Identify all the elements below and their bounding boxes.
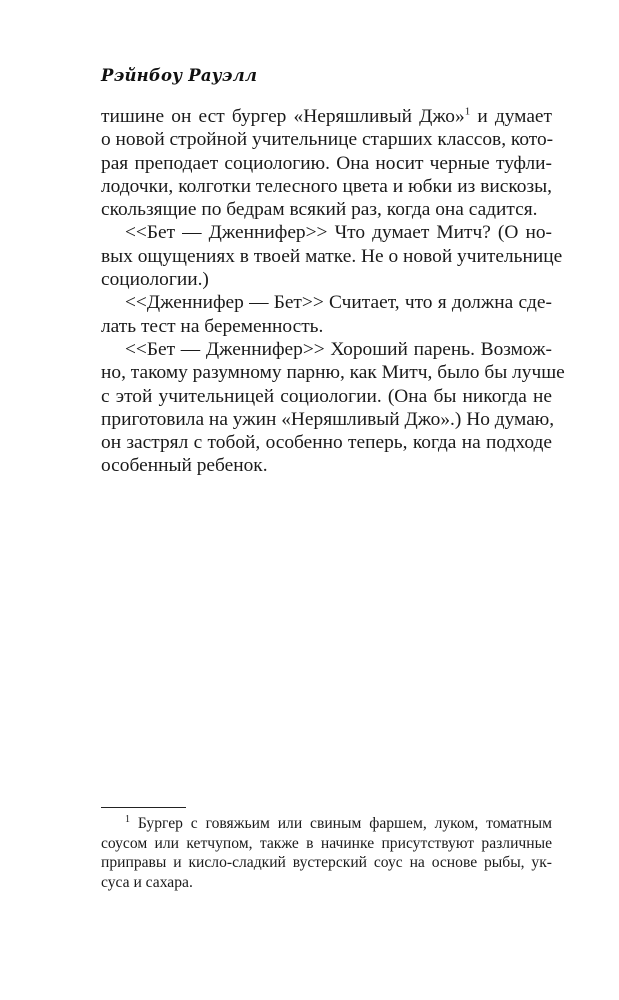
body-line [101,291,552,314]
body-line-text: о новой стройной учительнице старших классов, кото- [101,129,554,151]
body-line-tail: и думает [470,106,553,127]
body-line-text: лодочки, колготки телесного цвета и юбки из вискозы, [101,175,552,197]
body-line [101,175,552,198]
footnote-line [101,834,552,854]
body-line [101,361,565,384]
body-line [101,338,552,361]
body-line-text: рая преподает социологию. Она носит черные туфли- [101,152,552,174]
footnote-line-text: суса и сахара. [101,873,193,891]
footnote-reference[interactable]: 1 [464,105,471,118]
body-line-text: он застрял с тобой, особенно теперь, когда на подходе [101,432,552,454]
body-line-text: <<Бет — Дженнифер>> Хороший парень. Возмож- [125,338,552,360]
footnote-line [101,814,552,834]
body-line [101,454,552,477]
footnote-line-text: соусом или кетчупом, также в начинке присутствуют различные [101,834,552,852]
footnote-line-text: Бургер с говяжьим или свиным фаршем, луком, томатным [130,815,552,832]
body-line [101,152,552,175]
body-line-text: лать тест на беременность. [101,315,324,337]
body-line [101,315,552,338]
footnote-marker: 1 [125,813,130,825]
body-text [101,105,565,478]
footnote-separator [101,807,186,808]
footnote [101,814,552,892]
book-page [101,0,565,1000]
footnote-line [101,853,552,873]
body-line [101,245,563,268]
body-line-text: приготовила на ужин «Неряшливый Джо».) Но думаю, [101,408,555,430]
footnote-line [101,873,552,893]
body-line [101,408,555,431]
body-line [101,128,552,151]
body-line-text: но, такому разумному парню, как Митч, было бы лучше [101,362,565,384]
body-line-text: <<Бет — Дженнифер>> Что думает Митч? (О но- [125,222,552,244]
body-line-text: особенный ребенок. [101,455,268,477]
body-line-text: тишине он ест бургер «Неряшливый Джо» [101,106,465,127]
body-line-text: с этой учительницей социологии. (Она бы никогда не [101,385,552,407]
body-line [101,198,552,221]
footnote-line-text: приправы и кисло-сладкий вустерский соус на основе рыбы, ук- [101,854,552,871]
body-line [101,221,552,244]
body-line [101,385,552,408]
body-line-text: вых ощущениях в твоей матке. Не о новой учительнице [101,245,563,267]
body-line-text: социологии.) [101,269,209,291]
body-line [101,268,552,291]
body-line-text: скользящие по бедрам всякий раз, когда она садится. [101,199,538,221]
running-head-author: Рэйнбоу Рауэлл [101,66,258,85]
body-line-text: <<Дженнифер — Бет>> Считает, что я должна сде- [125,292,552,314]
body-line [101,431,552,454]
body-line [101,105,552,128]
